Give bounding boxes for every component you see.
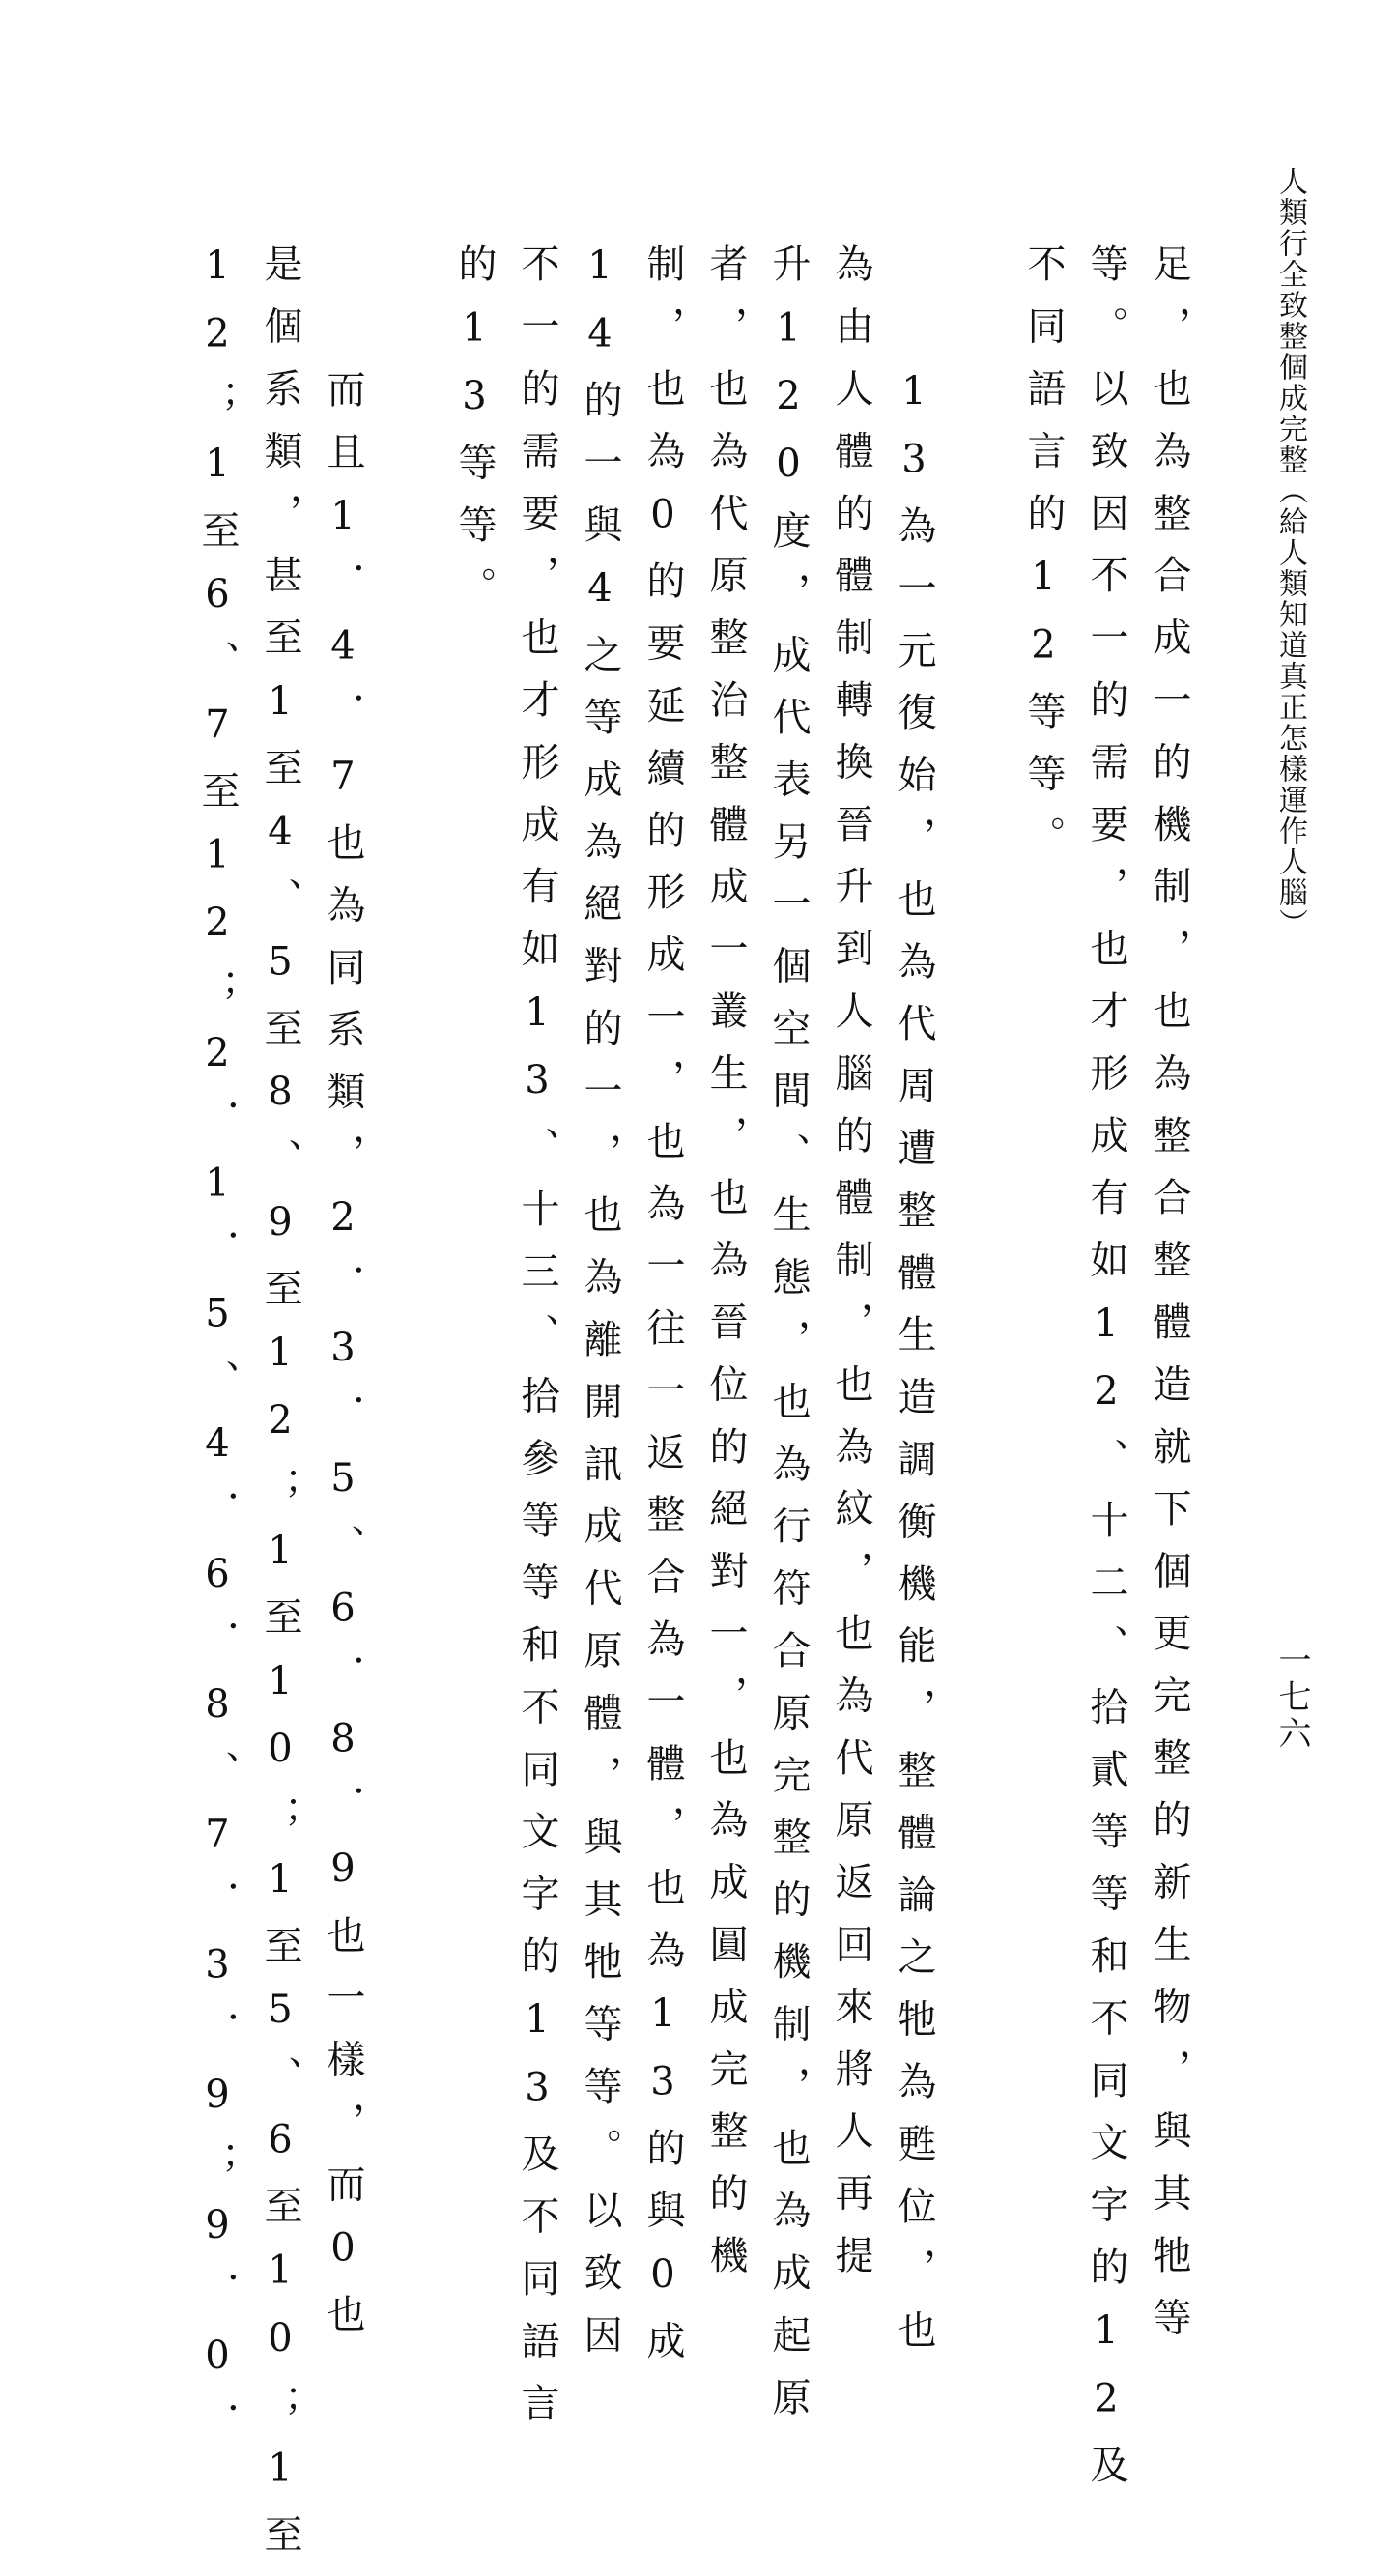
text-line: 13為一元復始，也為代周遭整體生造調衡機能，整體論之牠為甦位，也 xyxy=(892,369,936,2372)
running-header: 人類行全致整個成完整（給人類知道真正怎樣運作人腦） xyxy=(1273,166,1307,939)
text-line: 14的一與4之等成為絕對的一，也為離開訊成代原體，與其牠等等。以致因 xyxy=(578,243,622,2377)
text-line: 制，也為0的要延續的形成一，也為一往一返整合為一體，也為13的與0成 xyxy=(641,243,685,2383)
page-number: 一七六 xyxy=(1272,1643,1311,1753)
text-line: 足，也為整合成一的機制，也為整合整體造就下個更完整的新生物，與其牠等 xyxy=(1147,243,1191,2360)
text-line: 為由人體的體制轉換晉升到人腦的體制，也為紋，也為代原返回來將人再提 xyxy=(829,243,873,2298)
text-line: 而且1．4．7也為同系類，2．3．5、6．8．9也一樣，而0也 xyxy=(321,369,365,2357)
text-line: 12；1至6、7至12；2．1．5、4．6．8、7．3．9；9．0． xyxy=(195,243,240,2464)
text-line: 不同語言的12等等。 xyxy=(1021,243,1066,877)
text-line: 是個系類，甚至1至4、5至8、9至12；1至10；1至5、6至10；1至 xyxy=(258,243,302,2576)
text-line: 升120度，成代表另一個空間、生態，也為行符合原完整的機制，也為成起原 xyxy=(766,243,811,2439)
text-line: 者，也為代原整治整體成一叢生，也為晉位的絕對一，也為成圓成完整的機 xyxy=(703,243,748,2298)
text-line: 等。以致因不一的需要，也才形成有如12、十二、拾貳等等和不同文字的12及 xyxy=(1084,243,1128,2507)
text-line: 不一的需要，也才形成有如13、十三、拾參等等和不同文字的13及不同語言 xyxy=(515,243,559,2445)
text-line: 的13等等。 xyxy=(452,243,497,629)
